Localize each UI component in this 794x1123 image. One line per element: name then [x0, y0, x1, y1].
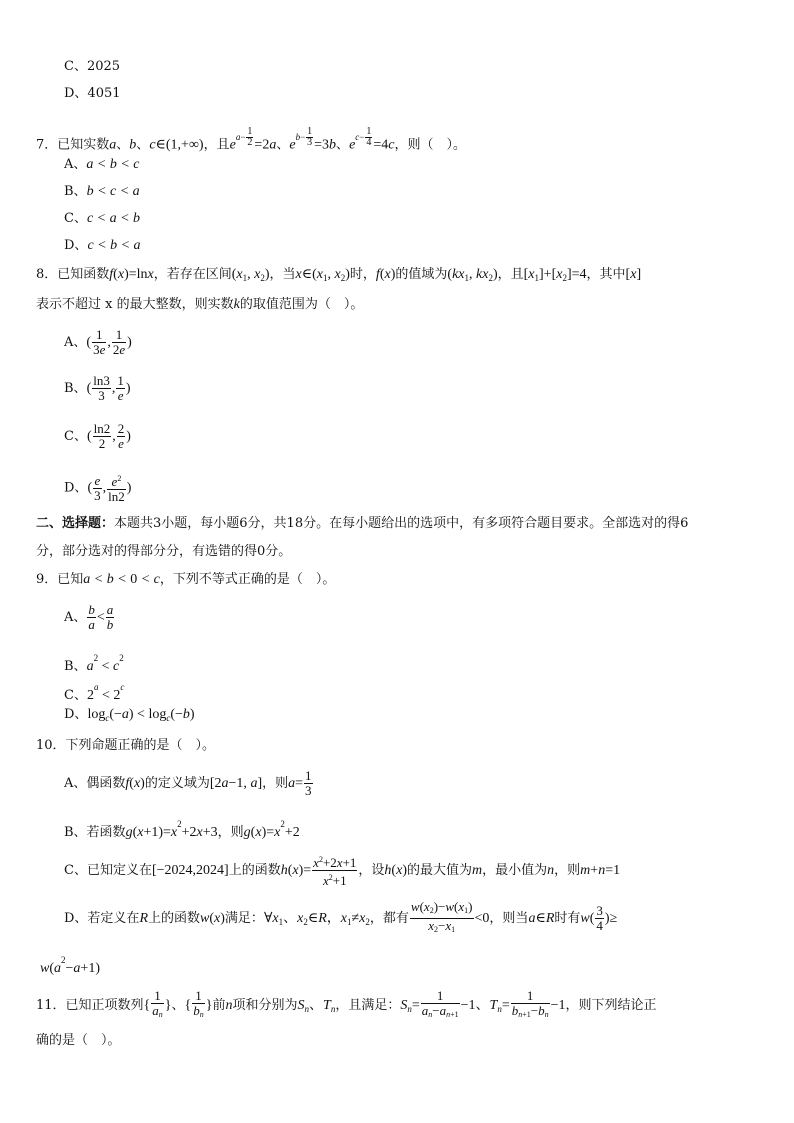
q8-option-a: A、( $\frac{1}{3e}$ , $\frac{1}{2e}$ )	[64, 327, 132, 357]
section-2-line1: 二、选择题：本题共3小题，每小题6分，共18分。在每小题给出的选项中，有多项符合题目要求。全部选对的得6	[36, 516, 689, 531]
question-8-stem-line2: 表示不超过 x 的最大整数，则实数k的取值范围为（ ）。	[36, 297, 364, 312]
q10-option-c: C、已知定义在[−2024,2024]上的函数h(x)= $\frac{x^2+2x+1}{x^2+1}$ ，设h(x)的最大值为m，最小值为n，则m+n=1	[64, 855, 621, 888]
question-9-stem: 9．已知a < b < 0 < c，下列不等式正确的是（ ）。	[36, 572, 336, 587]
question-7-stem: 7．已知实数a、b、c∈(1,+∞)，且$e^{a- \frac{1}{2}}$ =2a、$e^{b- \frac{1}{3}}$ =3b、$e^{c- \frac{1}{4}}$ =4c，则（ ）。	[36, 126, 466, 153]
q9-option-a: A、 $\frac{b}{a}$ < $\frac{a}{b}$	[64, 602, 114, 632]
q6-option-d: D、4051	[64, 86, 121, 101]
section-2-line2: 分，部分选对的得部分分，有选错的得0分。	[36, 544, 292, 559]
q10-option-a: A、偶函数f(x)的定义域为[2a−1, a]，则a= $\frac{1}{3}$	[64, 768, 312, 798]
question-10-stem: 10．下列命题正确的是（ ）。	[36, 738, 216, 753]
q7-option-d: D、c < b < a	[64, 238, 141, 253]
q8-option-b: B、( $\frac{\ln 3}{3}$ , $\frac{1}{e}$ )	[64, 373, 131, 403]
q7-option-a: A、a < b < c	[64, 157, 140, 172]
q7-option-b: B、b < c < a	[64, 184, 140, 199]
question-11-stem: 11．已知正项数列{ $\frac{1}{an}$ }、{ $\frac{1}{bn}$ }前n项和分别为$S_n$、$T_n$，且满足：$S_n=$ $\frac{1}{an-an+1}$ −1、$T_n=$ $\frac{1}{bn+1-bn}$ −1，则下列结论正	[36, 988, 657, 1019]
q9-option-b: B、$a^2 < c^2$	[64, 653, 124, 674]
q6-option-c: C、2025	[64, 59, 121, 74]
question-8-stem-line1: 8．已知函数f(x)=lnx，若存在区间($x_1$, $x_2$)，当$x\in(x_1$, $x_2$)时，f(x)的值域为($kx_1$, $kx_2$)，且$[x_1]+[x_2]=4$，其中[x]	[36, 267, 642, 283]
question-11-stem-line2: 确的是（ ）。	[36, 1033, 121, 1048]
q9-option-d: D、$\log_c(-a) < \log_c(-b)$	[64, 707, 195, 723]
q9-option-c: C、$2^a < 2^c$	[64, 682, 125, 703]
q10-option-d-cont: $w(a^2-a+1)$	[40, 955, 100, 976]
q8-option-c: C、( $\frac{\ln 2}{2}$ , $\frac{2}{e}$ )	[64, 421, 131, 451]
q7-option-c: C、c < a < b	[64, 211, 141, 226]
q8-option-d: D、( $\frac{e}{3}$ , $\frac{e^2}{\ln 2}$ )	[64, 472, 132, 504]
q10-option-d: D、若定义在R上的函数w(x)满足：$\forall x_1$、$x_2\in R$，$x_1\ne x_2$，都有 $\frac{w(x2)-w(x1)}{x2-x1}$ <0，则当a∈R时有w( $\frac{3}{4}$ )≥	[64, 899, 618, 934]
q10-option-b: B、若函数$g(x+1)=x^2+2x+3$，则$g(x)=x^2+2$	[64, 819, 300, 840]
